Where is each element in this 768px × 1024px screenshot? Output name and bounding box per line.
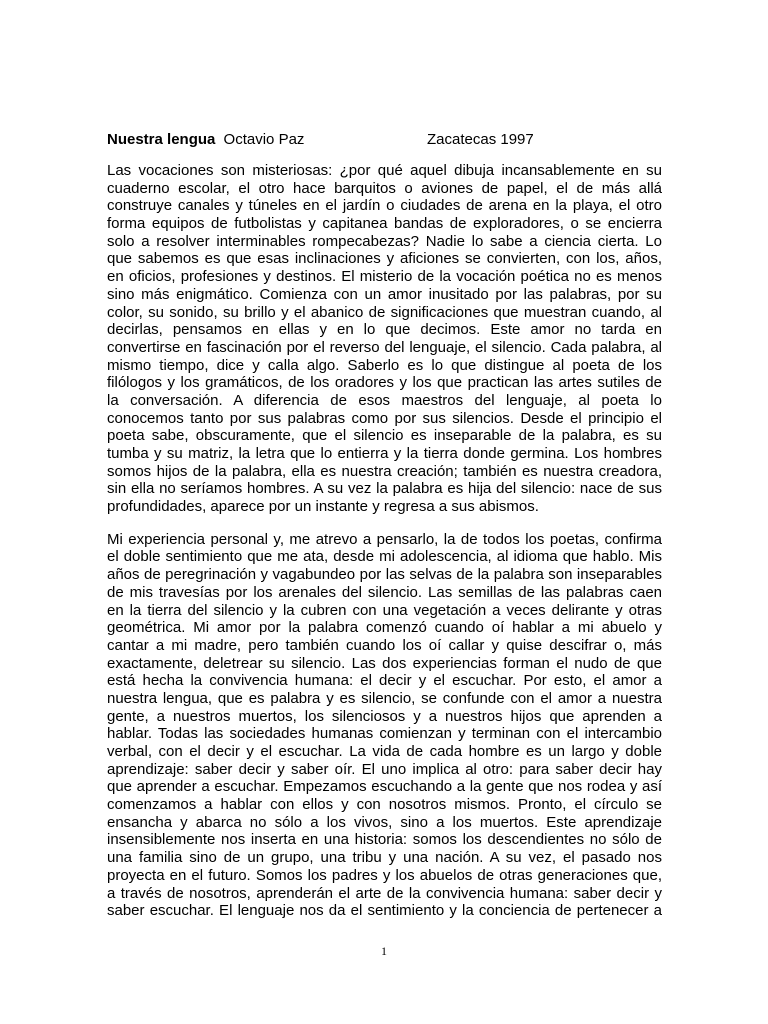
text-line: años de peregrinación y vagabundeo por las selvas de la palabra son inseparables (107, 566, 662, 584)
text-line: ensancha y abarca no sólo a los vivos, sino a los muertos. Este aprendizaje (107, 813, 662, 831)
text-line: en oficios, profesiones y destinos. El misterio de la vocación poética no es menos (107, 268, 662, 286)
text-line: tumba y su matriz, la letra que lo entierra y la tierra donde germina. Los hombres (107, 445, 662, 462)
text-line: está hecha la convivencia humana: el decir y el escuchar. Por esto, el amor a (107, 672, 662, 690)
paragraph (107, 531, 662, 920)
text-line: mismo tiempo, dice y calla algo. Saberlo es lo que distingue al poeta de los (107, 356, 662, 374)
text-line: insensiblemente nos inserta en una historia: somos los descendientes no sólo de (107, 831, 662, 849)
text-line: en la tierra del silencio y la cubren con una vegetación a veces delirante y otras (107, 601, 662, 619)
text-line: que aprender a escuchar. Empezamos escuchando a la gente que nos rodea y así (107, 778, 662, 796)
document-heading (107, 130, 662, 150)
text-line: saber escuchar. El lenguaje nos da el sentimiento y la conciencia de pertenecer a (107, 902, 662, 920)
text-line: construye canales y túneles en el jardín o ciudades de arena en la playa, el otro (107, 197, 662, 215)
text-line: hablar. Todas las sociedades humanas comienzan y terminan con el intercambio (107, 725, 662, 743)
text-line: cantar a mi madre, pero también cuando los oí callar y quise descifrar o, más (107, 636, 662, 654)
text-line: color, su sonido, su brillo y el abanico de significaciones que muestran cuando, al (107, 303, 662, 321)
text-line: la conversación. A diferencia de esos maestros del lenguaje, al poeta lo (107, 391, 662, 409)
text-line: verbal, con el decir y el escuchar. La vida de cada hombre es un largo y doble (107, 743, 662, 760)
document-body (107, 162, 662, 935)
text-line: una familia sino de un grupo, una tribu y una nación. A su vez, el pasado nos (107, 849, 662, 867)
text-line: de mis travesías por los arenales del silencio. Las semillas de las palabras caen (107, 583, 662, 601)
text-line: convertirse en fascinación por el reverso del lenguaje, el silencio. Cada palabra, al (107, 338, 662, 356)
text-line: poeta sabe, obscuramente, que el silencio es inseparable de la palabra, es su (107, 427, 662, 445)
text-line: decirlas, pensamos en ellas y en lo que decimos. Este amor no tarda en (107, 321, 662, 339)
document-place-year: Zacatecas 1997 (427, 131, 534, 148)
text-line: geométrica. Mi amor por la palabra comenzó cuando oí hablar a mi abuelo y (107, 619, 662, 637)
text-line: Las vocaciones son misteriosas: ¿por qué aquel dibuja incansablemente en su (107, 162, 662, 179)
document-author: Octavio Paz (223, 131, 305, 148)
paragraph (107, 162, 662, 516)
text-line: sin ella no seríamos hombres. A su vez la palabra es hija del silencio: nace de sus (107, 480, 662, 498)
text-line: solo a resolver interminables rompecabezas? Nadie lo sabe a ciencia cierta. Lo (107, 232, 662, 250)
document-title: Nuestra lengua (107, 131, 216, 148)
text-line: somos hijos de la palabra, ella es nuestra creación; también es nuestra creadora, (107, 462, 662, 480)
text-line: cuaderno escolar, el otro hace barquitos o aviones de papel, el de más allá (107, 179, 662, 197)
text-line: gente, a nuestros muertos, los silenciosos y a nuestros hijos que aprenden a (107, 707, 662, 725)
text-line: forma equipos de futbolistas y capitanea bandas de exploradores, o se encierra (107, 215, 662, 233)
text-line: nuestra lengua, que es palabra y es silencio, se confunde con el amor a nuestra (107, 689, 662, 707)
text-line: Mi experiencia personal y, me atrevo a pensarlo, la de todos los poetas, confirma (107, 530, 662, 548)
text-line: que sabemos es que esas inclinaciones y aficiones se convierten, con los, años, (107, 250, 662, 268)
text-line: filólogos y los gramáticos, de los oradores y los que practican las artes sutiles de (107, 374, 662, 392)
page-number: 1 (381, 944, 387, 958)
text-line: el doble sentimiento que me ata, desde mi adolescencia, al idioma que hablo. Mis (107, 548, 662, 566)
text-line: sino más enigmático. Comienza con un amor inusitado por las palabras, por su (107, 285, 662, 303)
text-line: profundidades, aparece por un instante y regresa a sus abismos. (107, 498, 539, 516)
text-line: a través de nosotros, aprenderán el arte de la convivencia humana: saber decir y (107, 884, 662, 902)
text-line: proyecta en el futuro. Somos los padres y los abuelos de otras generaciones que, (107, 866, 662, 884)
text-line: aprendizaje: saber decir y saber oír. El uno implica al otro: para saber decir hay (107, 760, 662, 778)
text-line: exactamente, deletrear su silencio. Las dos experiencias forman el nudo de que (107, 654, 662, 672)
text-line: conocemos tanto por sus palabras como por sus silencios. Desde el principio el (107, 409, 662, 427)
text-line: comenzamos a hablar con ellos y con nosotros mismos. Pronto, el círculo se (107, 796, 662, 814)
